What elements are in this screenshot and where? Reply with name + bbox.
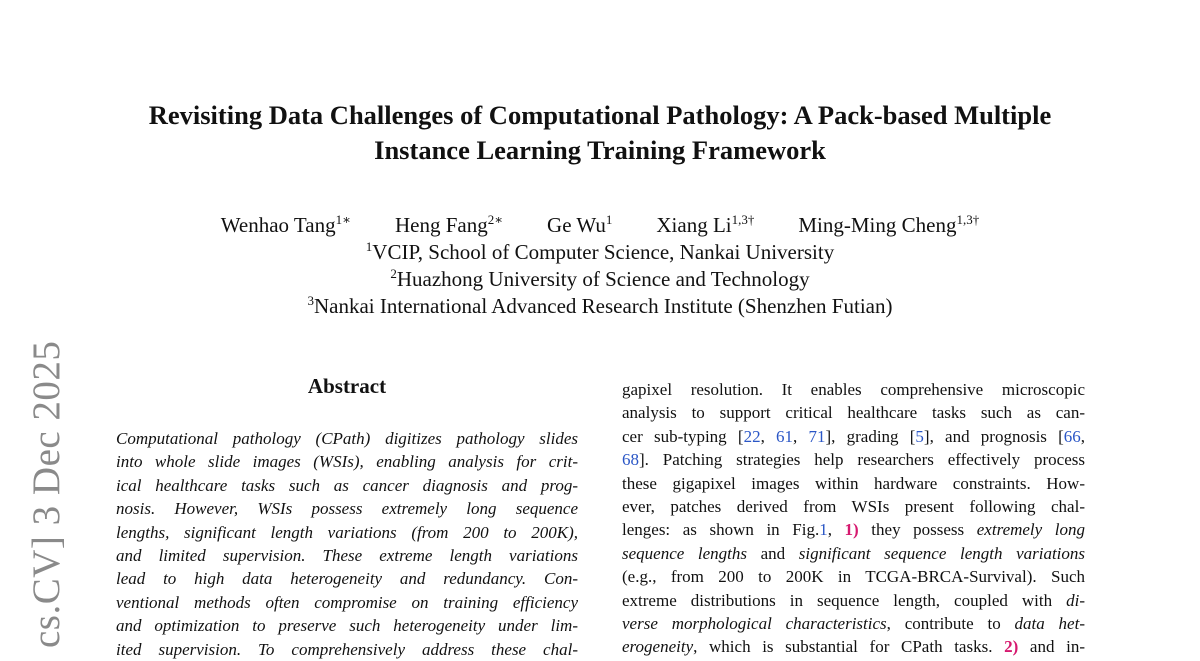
citation-link[interactable]: 61 [776, 426, 794, 446]
challenge-marker: 1) [844, 520, 859, 540]
author-name: Ge Wu [547, 213, 606, 237]
citation-link[interactable]: 68 [622, 450, 639, 470]
affiliation: $^3$Nankai International Advanced Research Institute (Shenzhen Futian) [307, 293, 893, 318]
author [547, 212, 612, 239]
citation-link[interactable]: 22 [743, 426, 761, 446]
paper-title [0, 98, 1200, 168]
author-name: Wenhao Tang [220, 213, 336, 237]
author-block [0, 212, 1200, 320]
author-sup: 1∗ [335, 212, 351, 227]
author [798, 212, 979, 239]
abstract-line: lengths, significant length variations (from 200 to 200K), [116, 522, 578, 542]
author-sup: 1 [605, 212, 613, 227]
intro-line: 68]. Patching strategies help researchers effectively process [622, 450, 1085, 470]
abstract-line: into whole slide images (WSIs), enabling analysis for crit- [116, 452, 578, 472]
author-sup: 1,3† [731, 212, 755, 227]
abstract-line: lead to high data heterogeneity and redundancy. Con- [116, 569, 578, 589]
intro-line: extreme distributions in sequence length, coupled with di- [622, 590, 1085, 610]
citation-link[interactable]: 66 [1063, 426, 1081, 446]
abstract-body [116, 427, 578, 661]
abstract-line: and limited supervision. These extreme length variations [116, 545, 578, 565]
intro-line: analysis to support critical healthcare tasks such as can- [622, 403, 1085, 423]
intro-line: ever, patches derived from WSIs present following chal- [622, 496, 1085, 516]
intro-line: gapixel resolution. It enables comprehensive microscopic [622, 380, 1085, 399]
intro-line: erogeneity, which is substantial for CPath tasks. 2) and in- [622, 637, 1085, 657]
abstract-line: Computational pathology (CPath) digitizes pathology slides [116, 429, 578, 448]
affiliation: $^1$VCIP, School of Computer Science, Nankai University [365, 239, 835, 264]
intro-line: cer sub-typing [22, 61, 71], grading [5], and prognosis [66, [622, 426, 1086, 446]
intro-line: sequence lengths and significant sequence length variations [622, 543, 1086, 563]
intro-line: (e.g., from 200 to 200K in TCGA-BRCA-Survival). Such [622, 567, 1085, 587]
author [221, 212, 351, 239]
abstract-heading: Abstract [307, 374, 387, 398]
author [395, 212, 503, 239]
arxiv-stamp: cs.CV] 3 Dec 2025 [25, 340, 68, 648]
title-line-1: Revisiting Data Challenges of Computational Pathology: A Pack-based Multiple [148, 100, 1052, 130]
abstract-line: ventional methods often compromise on training efficiency [116, 592, 578, 612]
introduction-body [622, 378, 1085, 659]
affiliation: $^2$Huazhong University of Science and Technology [390, 266, 810, 291]
challenge-marker: 2) [1004, 637, 1019, 657]
citation-link[interactable]: 71 [808, 426, 826, 446]
author-name: Xiang Li [656, 213, 732, 237]
title-line-2: Instance Learning Training Framework [374, 135, 826, 165]
intro-line: lenges: as shown in Fig.1, 1) they possess extremely long [622, 520, 1086, 540]
abstract-line: ited supervision. To comprehensively address these chal- [116, 639, 578, 659]
citation-link[interactable]: 5 [915, 426, 924, 446]
author-list [0, 212, 1200, 239]
intro-line: verse morphological characteristics, contribute to data het- [622, 613, 1085, 633]
author-name: Ming-Ming Cheng [798, 213, 957, 237]
author-sup: 1,3† [956, 212, 980, 227]
author-name: Heng Fang [394, 213, 488, 237]
abstract-line: ical healthcare tasks such as cancer diagnosis and prog- [116, 475, 578, 495]
author [656, 212, 754, 239]
abstract-line: and optimization to preserve such heterogeneity under lim- [116, 616, 578, 636]
abstract-line: nosis. However, WSIs possess extremely long sequence [116, 499, 578, 519]
intro-line: these gigapixel images within hardware constraints. How- [622, 473, 1085, 493]
figure-link[interactable]: 1 [819, 520, 828, 540]
author-sup: 2∗ [487, 212, 504, 227]
